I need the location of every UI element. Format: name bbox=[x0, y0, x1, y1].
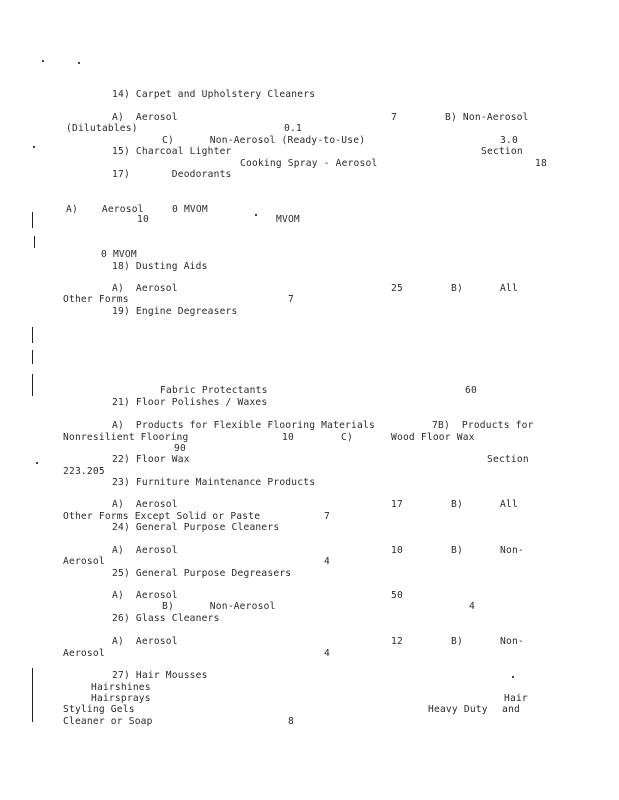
line-text: Wood Floor Wax bbox=[391, 432, 475, 443]
margin-mark bbox=[34, 236, 35, 248]
value: 10 bbox=[282, 432, 294, 443]
line-text: B) Non-Aerosol bbox=[445, 112, 529, 123]
line-text: Other Forms Except Solid or Paste bbox=[63, 511, 261, 522]
speck bbox=[36, 462, 38, 464]
value: 4 bbox=[469, 601, 475, 612]
line-text: Non- bbox=[500, 545, 524, 556]
heading-23: 23) Furniture Maintenance Products bbox=[112, 477, 316, 488]
line-text: A) Aerosol bbox=[112, 283, 178, 294]
line-text: C) Non-Aerosol (Ready-to-Use) bbox=[162, 135, 366, 146]
speck bbox=[255, 214, 257, 216]
heading-18: 18) Dusting Aids bbox=[112, 261, 208, 272]
heading-24: 24) General Purpose Cleaners bbox=[112, 522, 280, 533]
line-text: 7B) Products for bbox=[432, 420, 534, 431]
line-text: Non- bbox=[500, 636, 524, 647]
margin-mark bbox=[32, 668, 33, 722]
line-text: Section bbox=[487, 454, 529, 465]
line-text: B) bbox=[451, 545, 463, 556]
value: 8 bbox=[288, 716, 294, 727]
value: 10 bbox=[137, 214, 149, 225]
margin-mark bbox=[32, 350, 33, 364]
value: 17 bbox=[391, 499, 403, 510]
line-text: C) bbox=[341, 432, 353, 443]
value: 7 bbox=[391, 112, 397, 123]
speck bbox=[42, 60, 44, 62]
value: 0.1 bbox=[284, 123, 302, 134]
line-text: A) Products for Flexible Flooring Materials bbox=[112, 420, 375, 431]
line-text: Other Forms bbox=[63, 294, 129, 305]
value: 50 bbox=[391, 590, 403, 601]
heading-17: 17) Deodorants bbox=[112, 169, 232, 180]
heading-21: 21) Floor Polishes / Waxes bbox=[112, 397, 268, 408]
heading-25: 25) General Purpose Degreasers bbox=[112, 568, 292, 579]
line-text: A) Aerosol bbox=[112, 590, 178, 601]
line-text: Section bbox=[481, 146, 523, 157]
value: 7 bbox=[324, 511, 330, 522]
line-text: Nonresilient Flooring bbox=[63, 432, 189, 443]
value: 0 MVOM bbox=[101, 249, 137, 260]
line-text: Hairsprays bbox=[91, 693, 151, 704]
margin-mark bbox=[32, 374, 33, 396]
line-text: A) Aerosol bbox=[112, 112, 178, 123]
value: MVOM bbox=[276, 214, 300, 225]
line-text: Cleaner or Soap bbox=[63, 716, 153, 727]
heading-27: 27) Hair Mousses bbox=[112, 670, 208, 681]
line-text: Styling Gels bbox=[63, 704, 135, 715]
margin-mark bbox=[32, 327, 33, 343]
value: 25 bbox=[391, 283, 403, 294]
heading-14: 14) Carpet and Upholstery Cleaners bbox=[112, 89, 316, 100]
line-text: A) Aerosol bbox=[112, 636, 178, 647]
line-text: All bbox=[500, 283, 518, 294]
value: 0 MVOM bbox=[172, 204, 208, 215]
heading-22: 22) Floor Wax bbox=[112, 454, 190, 465]
line-text: Heavy Duty bbox=[428, 704, 488, 715]
line-text: 223.205 bbox=[63, 466, 105, 477]
value: 4 bbox=[324, 556, 330, 567]
line-text: (Dilutables) bbox=[66, 123, 138, 134]
line-text: A) Aerosol bbox=[66, 204, 144, 215]
heading-26: 26) Glass Cleaners bbox=[112, 613, 220, 624]
value: 12 bbox=[391, 636, 403, 647]
line-text: Hairshines bbox=[91, 682, 151, 693]
line-text: All bbox=[500, 499, 518, 510]
speck bbox=[512, 676, 514, 678]
value: 10 bbox=[391, 545, 403, 556]
line-text: and bbox=[502, 704, 520, 715]
value: 18 bbox=[535, 158, 547, 169]
margin-mark bbox=[32, 212, 33, 228]
value: 60 bbox=[465, 385, 477, 396]
line-text: Aerosol bbox=[63, 648, 105, 659]
value: 3.0 bbox=[500, 135, 518, 146]
line-text: Fabric Protectants bbox=[160, 385, 268, 396]
value: 90 bbox=[174, 443, 186, 454]
value: 7 bbox=[288, 294, 294, 305]
line-text: A) Aerosol bbox=[112, 499, 178, 510]
heading-19: 19) Engine Degreasers bbox=[112, 306, 238, 317]
line-text: Aerosol bbox=[63, 556, 105, 567]
line-text: A) Aerosol bbox=[112, 545, 178, 556]
line-text: Hair bbox=[504, 693, 528, 704]
speck bbox=[78, 62, 80, 64]
line-text: B) bbox=[451, 636, 463, 647]
line-text: B) Non-Aerosol bbox=[162, 601, 276, 612]
speck bbox=[33, 146, 35, 148]
line-text: Cooking Spray - Aerosol bbox=[240, 158, 378, 169]
heading-15: 15) Charcoal Lighter bbox=[112, 146, 232, 157]
line-text: B) bbox=[451, 499, 463, 510]
line-text: B) bbox=[451, 283, 463, 294]
value: 4 bbox=[324, 648, 330, 659]
